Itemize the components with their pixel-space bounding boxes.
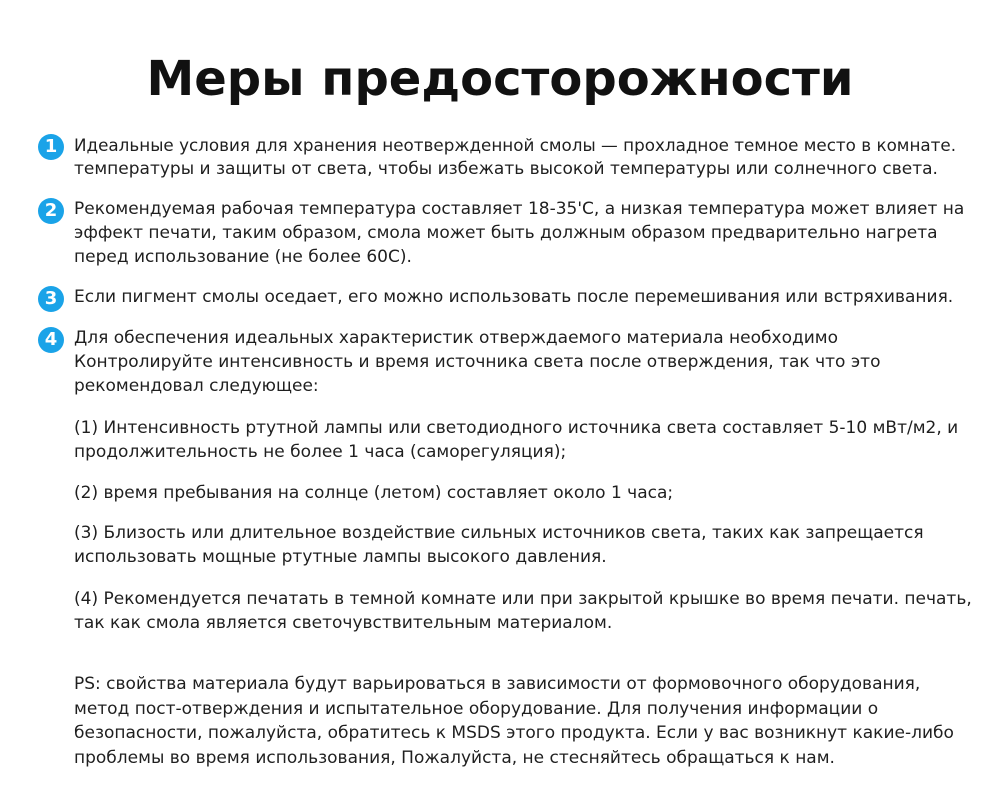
text-line: Идеальные условия для хранения неотвержденной смолы — прохладное темное место в комнате.: [74, 135, 957, 155]
ps-note: [74, 672, 974, 770]
precaution-text-1: [74, 133, 968, 181]
text-line: Для обеспечения идеальных характеристик отверждаемого материала необходимо: [74, 328, 839, 348]
precaution-item-1: [38, 133, 968, 181]
precaution-item-4: [38, 326, 968, 398]
text-line: (1) Интенсивность ртутной лампы или светодиодного источника света составляет 5-10 мВт/м2, и: [74, 418, 959, 438]
text-line: Рекомендуемая рабочая температура составляет 18-35'C, а низкая температура может влияет на: [74, 199, 965, 219]
text-line: так как смола является светочувствительным материалом.: [74, 613, 613, 633]
text-line: температуры и защиты от света, чтобы избежать высокой температуры или солнечного света.: [74, 159, 938, 179]
precaution-item-2: [38, 197, 968, 269]
text-line: эффект печати, таким образом, смола может быть должным образом предварительно нагрета: [74, 223, 938, 243]
text-line: продолжительность не более 1 часа (саморегуляция);: [74, 442, 567, 462]
number-badge-1-icon: 1: [38, 134, 64, 160]
text-line: проблемы во время использования, Пожалуйста, не стесняйтесь обращаться к нам.: [74, 747, 835, 768]
text-line: (2) время пребывания на солнце (летом) составляет около 1 часа;: [74, 483, 674, 503]
text-line: использовать мощные ртутные лампы высокого давления.: [74, 547, 607, 567]
text-line: безопасности, пожалуйста, обратитесь к MSDS этого продукта. Если у вас возникнут какие-либо: [74, 723, 954, 743]
number-badge-2-icon: 2: [38, 198, 64, 224]
subitem-1: [74, 416, 974, 464]
page-title: Меры предосторожности: [146, 51, 854, 107]
subitem-3: [74, 521, 974, 569]
precaution-item-3: [38, 285, 968, 309]
text-line: Если пигмент смолы оседает, его можно использовать после перемешивания или встряхивания.: [74, 287, 954, 307]
precaution-text-3: [74, 285, 968, 309]
subitem-4: [74, 587, 974, 635]
text-line: рекомендовал следующее:: [74, 376, 319, 396]
number-badge-4-icon: 4: [38, 327, 64, 353]
precaution-text-2: [74, 197, 968, 269]
text-line: (4) Рекомендуется печатать в темной комнате или при закрытой крышке во время печати. печать,: [74, 589, 972, 609]
number-badge-3-icon: 3: [38, 286, 64, 312]
text-line: перед использование (не более 60C).: [74, 247, 412, 267]
precaution-text-4: [74, 326, 968, 398]
text-line: метод пост-отверждения и испытательное оборудование. Для получения информации о: [74, 698, 879, 719]
subitem-2: [74, 481, 974, 505]
text-line: Контролируйте интенсивность и время источника света после отверждения, так что это: [74, 352, 881, 372]
text-line: PS: свойства материала будут варьироваться в зависимости от формовочного оборудования,: [74, 674, 921, 694]
text-line: (3) Близость или длительное воздействие сильных источников света, таких как запрещается: [74, 523, 924, 543]
